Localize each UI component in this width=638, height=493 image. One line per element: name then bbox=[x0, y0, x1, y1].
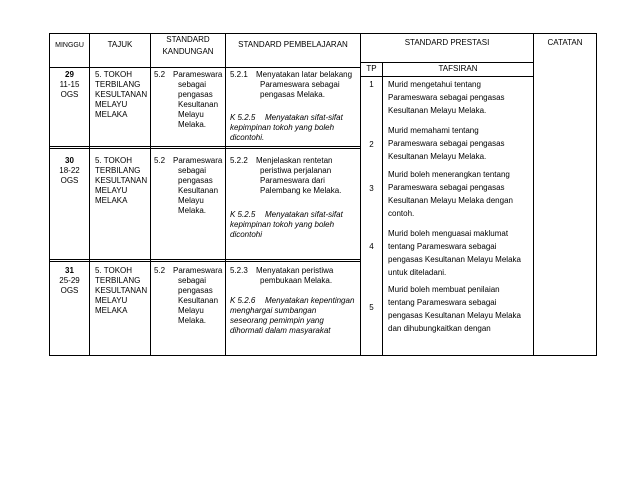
grid-line bbox=[49, 146, 360, 147]
sk-line: Melayu bbox=[178, 110, 204, 119]
sp-line: Parameswara sebagai bbox=[260, 80, 340, 89]
sp-number: 5.2.1 bbox=[230, 70, 248, 79]
week-month: OGS bbox=[60, 90, 79, 99]
grid-line bbox=[360, 62, 533, 63]
ks-line: kepimpinan tokoh yang boleh bbox=[230, 220, 335, 229]
sk-line: Kesultanan bbox=[178, 100, 219, 109]
week-dates: 25-29 bbox=[59, 276, 80, 285]
tajuk-line: MELAYU bbox=[95, 186, 128, 195]
sp-line: pengasas Melaka. bbox=[260, 90, 325, 99]
sk-line: Kesultanan bbox=[178, 296, 219, 305]
sk-line: sebagai bbox=[178, 166, 207, 175]
ks-line: dicontohi bbox=[230, 230, 263, 239]
ks-line: Menyatakan kepentingan bbox=[265, 296, 355, 305]
sp-line: Menjelaskan rentetan bbox=[256, 156, 333, 165]
tajuk-line: TERBILANG bbox=[95, 276, 141, 285]
week-month: OGS bbox=[60, 176, 79, 185]
sk-line: sebagai bbox=[178, 80, 207, 89]
tafsiran-line: tentang Parameswara sebagai bbox=[388, 298, 497, 307]
tajuk-line: MELAYU bbox=[95, 296, 128, 305]
sk-number: 5.2 bbox=[154, 156, 166, 165]
tp-level: 4 bbox=[369, 242, 374, 251]
tajuk-line: KESULTANAN bbox=[95, 176, 148, 185]
tajuk-line: 5. TOKOH bbox=[95, 156, 133, 165]
ks-line: dicontohi. bbox=[230, 133, 265, 142]
sk-line: Melayu bbox=[178, 196, 204, 205]
header-standard-prestasi: STANDARD PRESTASI bbox=[404, 38, 490, 47]
tafsiran-line: untuk diteladani. bbox=[388, 268, 447, 277]
sk-line: Melayu bbox=[178, 306, 204, 315]
sp-line: Menyatakan peristiwa bbox=[256, 266, 334, 275]
tafsiran-line: Murid memahami tentang bbox=[388, 126, 479, 135]
grid-line bbox=[49, 261, 360, 262]
header-tafsiran: TAFSIRAN bbox=[438, 64, 478, 73]
tajuk-line: TERBILANG bbox=[95, 166, 141, 175]
sp-line: peristiwa perjalanan bbox=[260, 166, 332, 175]
tafsiran-line: Murid boleh membuat penilaian bbox=[388, 285, 500, 294]
ks-line: seseorang pemimpin yang bbox=[230, 316, 324, 325]
sk-line: pengasas bbox=[178, 286, 213, 295]
header-minggu: MINGGU bbox=[55, 42, 84, 49]
sp-number: 5.2.2 bbox=[230, 156, 248, 165]
tafsiran-line: Kesultanan Melayu Melaka dengan bbox=[388, 196, 513, 205]
week-number: 30 bbox=[65, 156, 74, 165]
grid-line bbox=[382, 62, 383, 356]
grid-line bbox=[89, 33, 90, 356]
sp-line: pembukaan Melaka. bbox=[260, 276, 333, 285]
ks-line: Menyatakan sifat-sifat bbox=[265, 210, 343, 219]
sp-line: Menyatakan latar belakang bbox=[256, 70, 353, 79]
ks-line: Menyatakan sifat-sifat bbox=[265, 113, 343, 122]
tajuk-line: MELAYU bbox=[95, 100, 128, 109]
ks-code: K 5.2.5 bbox=[230, 113, 256, 122]
week-dates: 18-22 bbox=[59, 166, 80, 175]
header-tajuk: TAJUK bbox=[107, 40, 133, 49]
tajuk-line: 5. TOKOH bbox=[95, 266, 133, 275]
tafsiran-line: Murid mengetahui tentang bbox=[388, 80, 481, 89]
grid-line bbox=[150, 33, 151, 356]
tafsiran-line: pengasas Kesultanan Melayu Melaka bbox=[388, 311, 521, 320]
tafsiran-line: Kesultanan Melayu Melaka. bbox=[388, 152, 487, 161]
sk-line: sebagai bbox=[178, 276, 207, 285]
tafsiran-line: Murid boleh menerangkan tentang bbox=[388, 170, 510, 179]
ks-line: kepimpinan tokoh yang boleh bbox=[230, 123, 335, 132]
ks-code: K 5.2.6 bbox=[230, 296, 256, 305]
tafsiran-line: Kesultanan Melayu Melaka. bbox=[388, 106, 487, 115]
sp-line: Parameswara dari bbox=[260, 176, 325, 185]
tajuk-line: 5. TOKOH bbox=[95, 70, 133, 79]
tajuk-line: KESULTANAN bbox=[95, 90, 148, 99]
week-month: OGS bbox=[60, 286, 79, 295]
tafsiran-line: dan dihubungkaitkan dengan bbox=[388, 324, 491, 333]
tafsiran-line: contoh. bbox=[388, 209, 415, 218]
tajuk-line: MELAKA bbox=[95, 196, 128, 205]
tajuk-line: MELAKA bbox=[95, 110, 128, 119]
tp-level: 1 bbox=[369, 80, 374, 89]
week-number: 31 bbox=[65, 266, 74, 275]
grid-line bbox=[225, 33, 226, 356]
sk-line: Parameswara bbox=[173, 70, 223, 79]
sk-line: pengasas bbox=[178, 176, 213, 185]
sk-number: 5.2 bbox=[154, 266, 166, 275]
week-number: 29 bbox=[65, 70, 74, 79]
tafsiran-line: Parameswara sebagai pengasas bbox=[388, 139, 505, 148]
sk-number: 5.2 bbox=[154, 70, 166, 79]
header-standard-kandungan: STANDARD bbox=[166, 35, 210, 44]
sk-line: Parameswara bbox=[173, 156, 223, 165]
sk-line: Melaka. bbox=[178, 206, 207, 215]
tajuk-line: TERBILANG bbox=[95, 80, 141, 89]
tajuk-line: MELAKA bbox=[95, 306, 128, 315]
grid-line bbox=[49, 355, 597, 356]
tp-level: 5 bbox=[369, 303, 374, 312]
grid-line bbox=[49, 259, 360, 260]
ks-line: menghargai sumbangan bbox=[230, 306, 317, 315]
week-dates: 11-15 bbox=[59, 80, 80, 89]
grid-line bbox=[596, 33, 597, 356]
sk-line: Melaka. bbox=[178, 316, 207, 325]
grid-line bbox=[49, 33, 597, 34]
tafsiran-line: pengasas Kesultanan Melayu Melaka bbox=[388, 255, 521, 264]
sk-line: Parameswara bbox=[173, 266, 223, 275]
tp-level: 2 bbox=[369, 140, 374, 149]
tp-level: 3 bbox=[369, 184, 374, 193]
grid-line bbox=[49, 67, 360, 68]
sk-line: Melaka. bbox=[178, 120, 207, 129]
ks-line: dihormati dalam masyarakat bbox=[230, 326, 331, 335]
sk-line: Kesultanan bbox=[178, 186, 219, 195]
ks-code: K 5.2.5 bbox=[230, 210, 256, 219]
tafsiran-line: Parameswara sebagai pengasas bbox=[388, 93, 505, 102]
header-catatan: CATATAN bbox=[547, 38, 583, 47]
grid-line bbox=[533, 33, 534, 356]
tajuk-line: KESULTANAN bbox=[95, 286, 148, 295]
tafsiran-line: Murid boleh menguasai maklumat bbox=[388, 229, 509, 238]
sk-line: pengasas bbox=[178, 90, 213, 99]
header-standard-kandungan: KANDUNGAN bbox=[162, 47, 214, 56]
sp-number: 5.2.3 bbox=[230, 266, 248, 275]
grid-line bbox=[360, 76, 533, 77]
tafsiran-line: tentang Parameswara sebagai bbox=[388, 242, 497, 251]
sp-line: Palembang ke Melaka. bbox=[260, 186, 342, 195]
grid-line bbox=[49, 148, 360, 149]
header-standard-pembelajaran: STANDARD PEMBELAJARAN bbox=[238, 40, 348, 49]
header-tp: TP bbox=[366, 64, 377, 73]
tafsiran-line: Parameswara sebagai pengasas bbox=[388, 183, 505, 192]
